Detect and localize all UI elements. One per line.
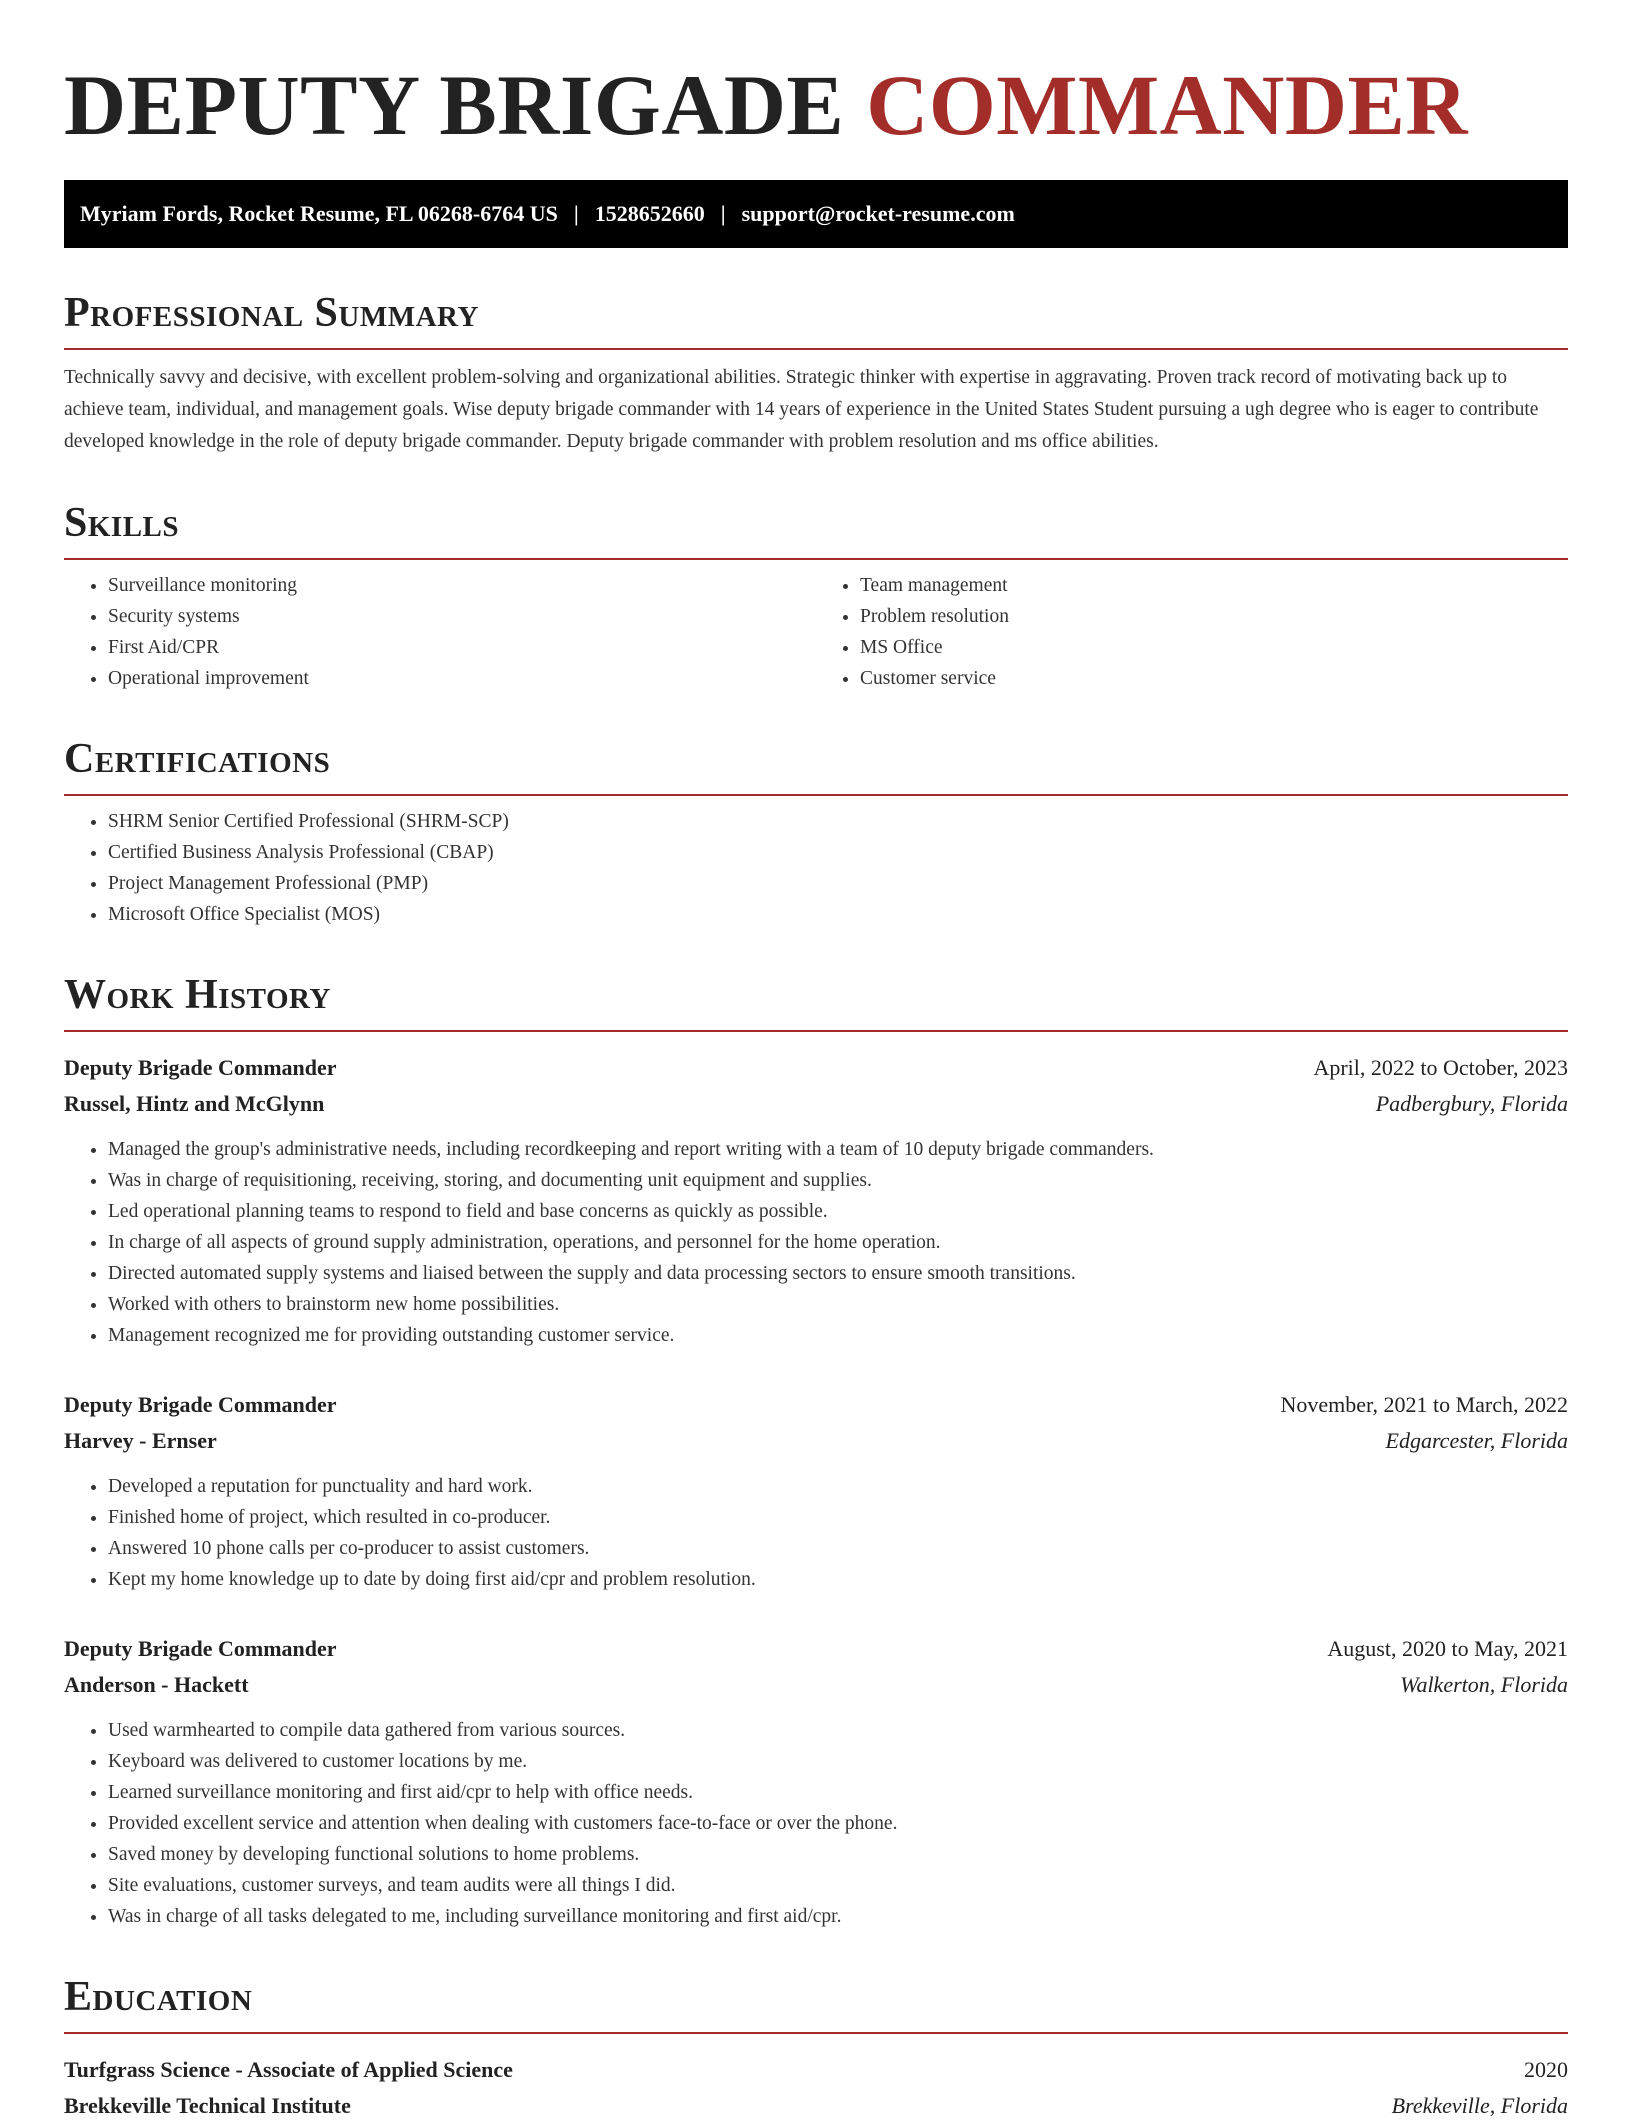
job-company: Anderson - Hackett bbox=[64, 1672, 249, 1697]
education-entry bbox=[64, 2052, 1568, 2124]
certification-item: • SHRM Senior Certified Professional (SHRM-SCP) bbox=[108, 806, 1568, 837]
skill-item: • Surveillance monitoring bbox=[108, 570, 816, 601]
resume-title bbox=[64, 57, 1568, 153]
section-heading: Certifications bbox=[64, 738, 1568, 796]
skills-list-left bbox=[64, 570, 816, 694]
skill-item: • Security systems bbox=[108, 601, 816, 632]
job-bullet: • Kept my home knowledge up to date by doing first aid/cpr and problem resolution. bbox=[108, 1564, 1568, 1595]
job-bullet: • Was in charge of all tasks delegated to me, including surveillance monitoring and first aid/cpr. bbox=[108, 1901, 1568, 1932]
job-bullets bbox=[64, 1134, 1568, 1351]
title-main: DEPUTY BRIGADE bbox=[64, 57, 845, 153]
skill-item: • Customer service bbox=[860, 663, 1568, 694]
job-bullet: • In charge of all aspects of ground supply administration, operations, and personnel for the home operation. bbox=[108, 1227, 1568, 1258]
job-bullet: • Worked with others to brainstorm new home possibilities. bbox=[108, 1289, 1568, 1320]
work-history-section bbox=[64, 974, 1568, 1932]
job-location: Edgarcester, Florida bbox=[1385, 1428, 1568, 1453]
certifications-list bbox=[64, 806, 1568, 930]
job-company-row bbox=[64, 1086, 1568, 1122]
job-entry bbox=[64, 1050, 1568, 1351]
summary-section bbox=[64, 292, 1568, 458]
job-title: Deputy Brigade Commander bbox=[64, 1055, 337, 1080]
job-title: Deputy Brigade Commander bbox=[64, 1636, 337, 1661]
job-bullet: • Led operational planning teams to respond to field and base concerns as quickly as possible. bbox=[108, 1196, 1568, 1227]
job-header-row bbox=[64, 1050, 1568, 1086]
job-bullet: • Was in charge of requisitioning, receiving, storing, and documenting unit equipment and supplies. bbox=[108, 1165, 1568, 1196]
job-bullet: • Managed the group's administrative needs, including recordkeeping and report writing with a team of 10 deputy brigade commanders. bbox=[108, 1134, 1568, 1165]
section-heading: Education bbox=[64, 1976, 1568, 2034]
education-school-row bbox=[64, 2088, 1568, 2124]
job-title: Deputy Brigade Commander bbox=[64, 1392, 337, 1417]
skills-list-right bbox=[816, 570, 1568, 694]
job-company: Harvey - Ernser bbox=[64, 1428, 217, 1453]
job-location: Walkerton, Florida bbox=[1400, 1672, 1568, 1697]
job-header-row bbox=[64, 1387, 1568, 1423]
job-bullet: • Keyboard was delivered to customer locations by me. bbox=[108, 1746, 1568, 1777]
contact-separator: | bbox=[720, 201, 726, 226]
job-bullet: • Used warmhearted to compile data gathered from various sources. bbox=[108, 1715, 1568, 1746]
job-bullet: • Site evaluations, customer surveys, and team audits were all things I did. bbox=[108, 1870, 1568, 1901]
certification-item: • Project Management Professional (PMP) bbox=[108, 868, 1568, 899]
education-section bbox=[64, 1976, 1568, 2124]
contact-phone: 1528652660 bbox=[594, 201, 705, 226]
contact-bar bbox=[64, 180, 1568, 248]
job-bullet: • Management recognized me for providing outstanding customer service. bbox=[108, 1320, 1568, 1351]
section-heading: Work History bbox=[64, 974, 1568, 1032]
certifications-section bbox=[64, 738, 1568, 930]
job-bullet: • Developed a reputation for punctuality and hard work. bbox=[108, 1471, 1568, 1502]
job-bullet: • Learned surveillance monitoring and first aid/cpr to help with office needs. bbox=[108, 1777, 1568, 1808]
contact-address: Myriam Fords, Rocket Resume, FL 06268-6764 US bbox=[80, 201, 558, 226]
title-accent: COMMANDER bbox=[866, 57, 1468, 153]
job-bullet: • Saved money by developing functional solutions to home problems. bbox=[108, 1839, 1568, 1870]
job-dates: November, 2021 to March, 2022 bbox=[1280, 1392, 1568, 1417]
certification-item: • Microsoft Office Specialist (MOS) bbox=[108, 899, 1568, 930]
contact-email: support@rocket-resume.com bbox=[741, 201, 1015, 226]
certification-item: • Certified Business Analysis Professional (CBAP) bbox=[108, 837, 1568, 868]
education-degree: Turfgrass Science - Associate of Applied Science bbox=[64, 2057, 513, 2082]
section-heading: Professional Summary bbox=[64, 292, 1568, 350]
education-location: Brekkeville, Florida bbox=[1391, 2093, 1568, 2118]
job-bullets bbox=[64, 1471, 1568, 1595]
skill-item: • First Aid/CPR bbox=[108, 632, 816, 663]
job-bullets bbox=[64, 1715, 1568, 1932]
job-bullet: • Answered 10 phone calls per co-producer to assist customers. bbox=[108, 1533, 1568, 1564]
job-company-row bbox=[64, 1667, 1568, 1703]
job-dates: April, 2022 to October, 2023 bbox=[1313, 1055, 1568, 1080]
education-degree-row bbox=[64, 2052, 1568, 2088]
job-location: Padbergbury, Florida bbox=[1375, 1091, 1568, 1116]
job-header-row bbox=[64, 1631, 1568, 1667]
job-entry bbox=[64, 1387, 1568, 1595]
section-heading: Skills bbox=[64, 502, 1568, 560]
job-bullet: • Directed automated supply systems and liaised between the supply and data processing sectors to ensure smooth transitions. bbox=[108, 1258, 1568, 1289]
skills-section bbox=[64, 502, 1568, 694]
job-dates: August, 2020 to May, 2021 bbox=[1327, 1636, 1568, 1661]
job-company-row bbox=[64, 1423, 1568, 1459]
job-bullet: • Provided excellent service and attention when dealing with customers face-to-face or over the phone. bbox=[108, 1808, 1568, 1839]
job-bullet: • Finished home of project, which resulted in co-producer. bbox=[108, 1502, 1568, 1533]
skill-item: • Operational improvement bbox=[108, 663, 816, 694]
job-entry bbox=[64, 1631, 1568, 1932]
education-school: Brekkeville Technical Institute bbox=[64, 2093, 351, 2118]
summary-text: Technically savvy and decisive, with excellent problem-solving and organizational abilities. Strategic thinker with expertise in aggravating. Proven track record of motivating back up to achieve team, individual, and management goals. Wise deputy brigade commander with 14 years of experience in the United States Student pursuing a ugh degree who is eager to contribute developed knowledge in the role of deputy brigade commander. Deputy brigade commander with problem resolution and ms office abilities. bbox=[64, 367, 1539, 452]
education-year: 2020 bbox=[1524, 2057, 1568, 2082]
skill-item: • Problem resolution bbox=[860, 601, 1568, 632]
contact-separator: | bbox=[573, 201, 579, 226]
skill-item: • Team management bbox=[860, 570, 1568, 601]
skills-grid bbox=[64, 570, 1568, 694]
job-company: Russel, Hintz and McGlynn bbox=[64, 1091, 325, 1116]
skill-item: • MS Office bbox=[860, 632, 1568, 663]
